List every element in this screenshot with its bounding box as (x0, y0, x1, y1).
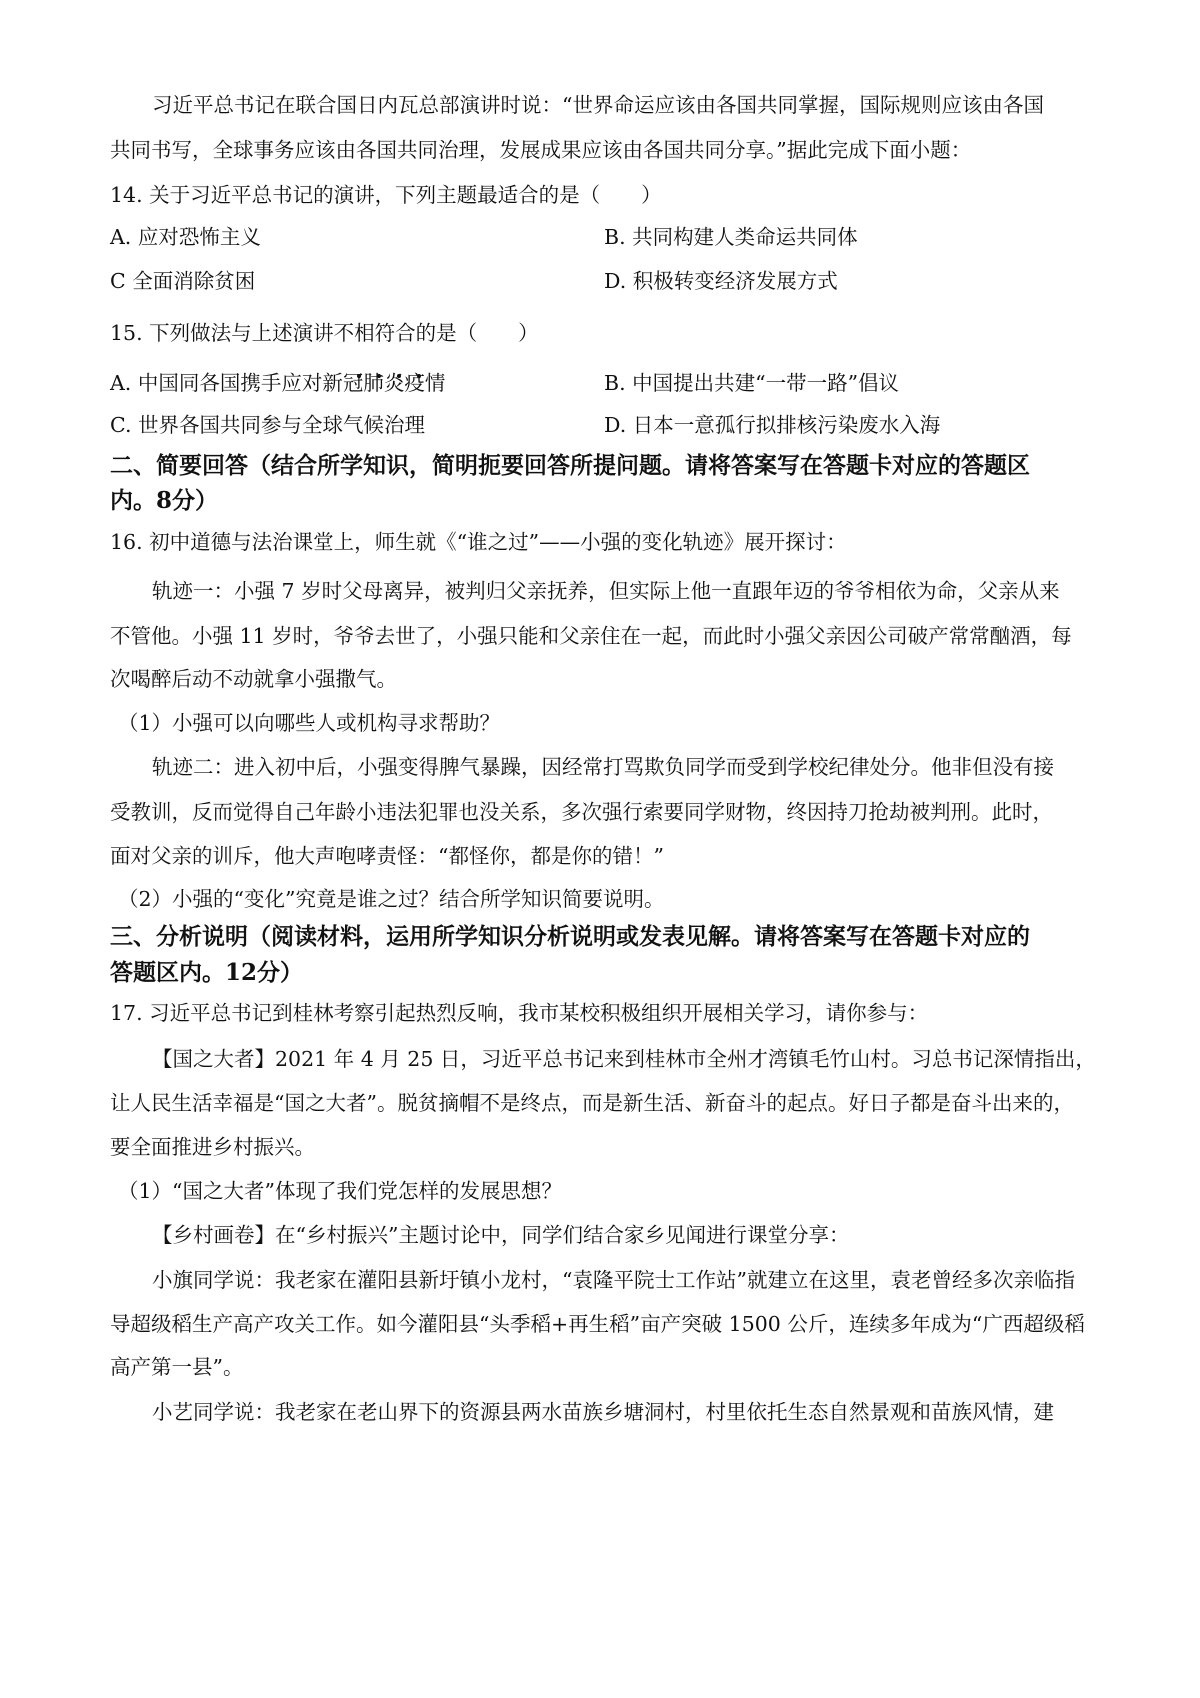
section2-heading-line-1: 二、简要回答（结合所学知识，简明扼要回答所提问题。请将答案写在答题卡对应的答题区 (110, 452, 1030, 479)
q15-option-d: D. 日本一意孤行拟排核污染废水入海 (604, 413, 941, 437)
q17-para2: 【乡村画卷】在“乡村振兴”主题讨论中，同学们结合家乡见闻进行课堂分享： (152, 1223, 850, 1247)
q17-para1-line-3: 要全面推进乡村振兴。 (110, 1135, 315, 1159)
q17-para3-line-3: 高产第一县”。 (110, 1355, 244, 1379)
q16-track2-line-3: 面对父亲的训斥，他大声咆哮责怪：“都怪你，都是你的错！” (110, 844, 664, 868)
intro-line-2: 共同书写，全球事务应该由各国共同治理，发展成果应该由各国共同分享。”据此完成下面小题： (110, 138, 972, 162)
q15-stem: 15. 下列做法与上述演讲不相符合的是（ ） (110, 321, 539, 345)
q17-stem: 17. 习近平总书记到桂林考察引起热烈反响，我市某校积极组织开展相关学习，请你参与： (110, 1001, 929, 1025)
q17-para3-line-1: 小旗同学说：我老家在灌阳县新圩镇小龙村，“袁隆平院士工作站”就建立在这里，袁老曾经多次亲临指 (152, 1268, 1075, 1292)
q17-para1-line-1: 【国之大者】2021 年 4 月 25 日，习近平总书记来到桂林市全州才湾镇毛竹山村。习总书记深情指出， (152, 1047, 1096, 1071)
q14-option-c: C 全面消除贫困 (110, 269, 256, 293)
q17-sub-question-1: （1）“国之大者”体现了我们党怎样的发展思想？ (118, 1179, 563, 1203)
q16-sub-question-1: （1）小强可以向哪些人或机构寻求帮助？ (118, 711, 501, 735)
q16-track1-line-2: 不管他。小强 11 岁时，爷爷去世了，小强只能和父亲住在一起，而此时小强父亲因公司破产常常酗酒，每 (110, 624, 1072, 648)
q16-track2-line-2: 受教训，反而觉得自己年龄小违法犯罪也没关系，多次强行索要同学财物，终因持刀抢劫被判刑。此时， (110, 800, 1053, 824)
q17-para3-line-2: 导超级稻生产高产攻关工作。如今灌阳县“头季稻+再生稻”亩产突破 1500 公斤，连续多年成为“广西超级稻 (110, 1312, 1085, 1336)
section3-heading-line-1: 三、分析说明（阅读材料，运用所学知识分析说明或发表见解。请将答案写在答题卡对应的 (110, 923, 1030, 950)
q14-option-a: A. 应对恐怖主义 (110, 225, 261, 249)
q15-option-c: C. 世界各国共同参与全球气候治理 (110, 413, 425, 437)
q15-option-b: B. 中国提出共建“一带一路”倡议 (604, 371, 900, 395)
section3-heading-line-2: 答题区内。12分） (110, 959, 304, 986)
q16-stem: 16. 初中道德与法治课堂上，师生就《“谁之过”——小强的变化轨迹》展开探讨： (110, 530, 847, 554)
q16-sub-question-2: （2）小强的“变化”究竟是谁之过？结合所学知识简要说明。 (118, 887, 665, 911)
q16-track1-line-1: 轨迹一：小强 7 岁时父母离异，被判归父亲抚养，但实际上他一直跟年迈的爷爷相依为命，父亲从来 (152, 579, 1060, 603)
section2-heading-line-2: 内。8分） (110, 487, 219, 514)
q17-para1-line-2: 让人民生活幸福是“国之大者”。脱贫摘帽不是终点，而是新生活、新奋斗的起点。好日子都是奋斗出来的， (110, 1091, 1074, 1115)
intro-line-1: 习近平总书记在联合国日内瓦总部演讲时说：“世界命运应该由各国共同掌握，国际规则应该由各国 (152, 93, 1044, 117)
q15-option-a: A. 中国同各国携手应对新冠肺炎疫情 (110, 371, 446, 395)
q14-option-d: D. 积极转变经济发展方式 (604, 269, 838, 293)
q14-option-b: B. 共同构建人类命运共同体 (604, 225, 858, 249)
q17-para4: 小艺同学说：我老家在老山界下的资源县两水苗族乡塘洞村，村里依托生态自然景观和苗族风情，建 (152, 1400, 1054, 1424)
q16-track2-line-1: 轨迹二：进入初中后，小强变得脾气暴躁，因经常打骂欺负同学而受到学校纪律处分。他非但没有接 (152, 755, 1054, 779)
q16-track1-line-3: 次喝醉后动不动就拿小强撒气。 (110, 667, 397, 691)
q14-stem: 14. 关于习近平总书记的演讲，下列主题最适合的是（ ） (110, 183, 662, 207)
